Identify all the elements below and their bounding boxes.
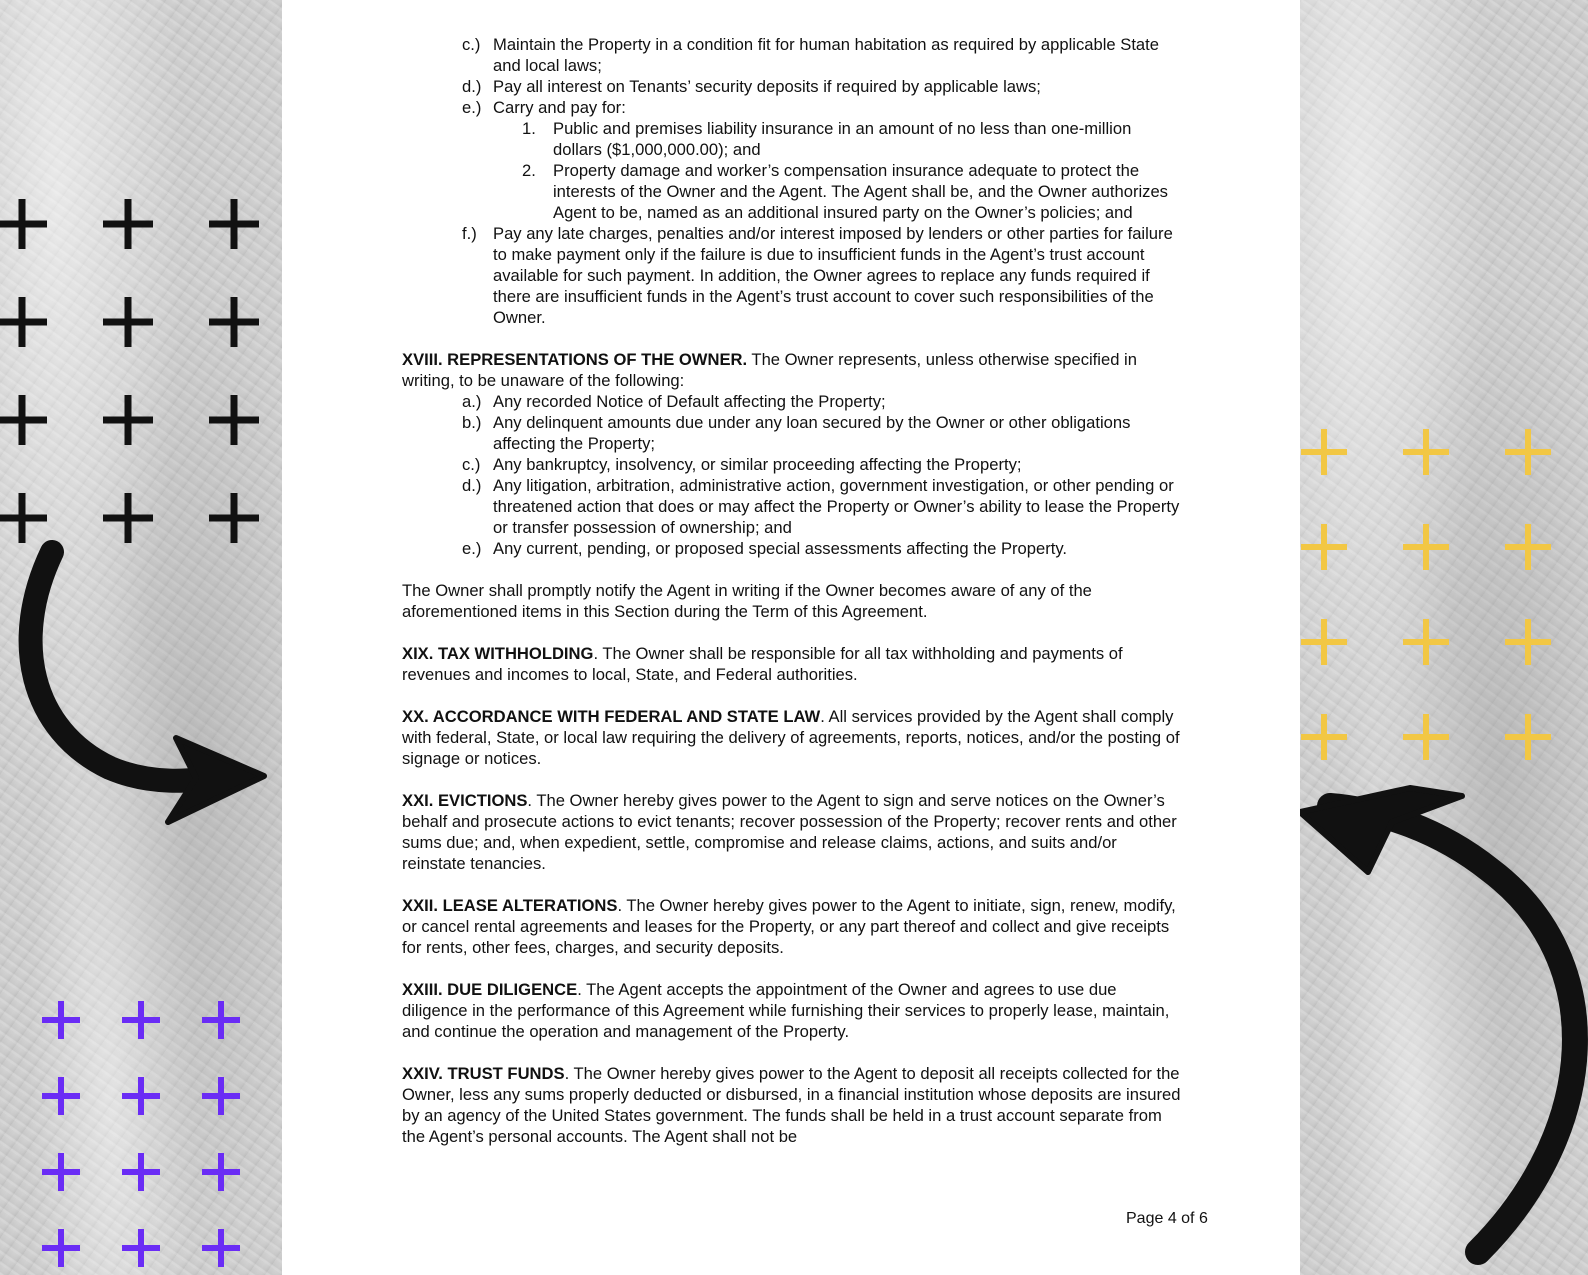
section-heading: XXIV. TRUST FUNDS (402, 1064, 565, 1083)
list-item (462, 412, 1182, 454)
section-heading: XX. ACCORDANCE WITH FEDERAL AND STATE LAW (402, 707, 821, 726)
section-xix (402, 643, 1182, 685)
list-item (462, 391, 1182, 412)
list-marker: d.) (462, 77, 482, 96)
list-marker: e.) (462, 539, 482, 558)
list-item-text: Any bankruptcy, insolvency, or similar proceeding affecting the Property; (493, 455, 1022, 474)
section-xviii (402, 349, 1182, 391)
section-heading: XXIII. DUE DILIGENCE (402, 980, 578, 999)
section-body: . The Owner hereby gives power to the Agent to initiate, sign, renew, modify, or cancel rental agreements and leases for the Property, or any part thereof and collect and give receipts for rents, other fees, charges, and security deposits. (402, 896, 1176, 957)
list-item (462, 97, 1182, 118)
list-item (462, 34, 1182, 76)
section-body: The Owner represents, unless otherwise specified in writing, to be unaware of the following: (402, 350, 1137, 390)
section-xxiii (402, 979, 1182, 1042)
list-item-text: Property damage and worker’s compensation insurance adequate to protect the interests of the Owner and the Agent. The Agent shall be, and the Owner authorizes Agent to be, named as an additional insured party on the Owner’s policies; and (553, 161, 1168, 222)
background-texture-left (0, 0, 282, 1275)
list-item (462, 475, 1182, 538)
list-item (462, 538, 1182, 559)
list-marker: d.) (462, 476, 482, 495)
section-body: . The Agent accepts the appointment of the Owner and agrees to use due diligence in the performance of this Agreement while furnishing their services to properly lease, maintain, and continue the operation and management of the Property. (402, 980, 1170, 1041)
list-marker: e.) (462, 98, 482, 117)
list-item-text: Any current, pending, or proposed special assessments affecting the Property. (493, 539, 1068, 558)
list-marker: c.) (462, 35, 481, 54)
list-item (462, 223, 1182, 328)
section-body: . The Owner hereby gives power to the Agent to deposit all receipts collected for the Owner, less any sums properly deducted or disbursed, in a financial institution whose deposits are insured by an agency of the United States government. The funds shall be held in a trust account separate from the Agent’s personal accounts. The Agent shall not be (402, 1064, 1181, 1146)
numbered-subitem (522, 160, 1182, 223)
document-page (282, 0, 1300, 1275)
section-xx (402, 706, 1182, 769)
page-number: Page 4 of 6 (1126, 1210, 1208, 1227)
list-marker: 2. (522, 161, 536, 180)
section-xxi (402, 790, 1182, 874)
section-body: . All services provided by the Agent shall comply with federal, State, or local law requiring the delivery of agreements, reports, notices, and/or the posting of signage or notices. (402, 707, 1180, 768)
section-xviii-closing: The Owner shall promptly notify the Agent in writing if the Owner becomes aware of any of the aforementioned items in this Section during the Term of this Agreement. (402, 581, 1092, 621)
list-marker: a.) (462, 392, 482, 411)
section-body: . The Owner shall be responsible for all tax withholding and payments of revenues and incomes to local, State, and Federal authorities. (402, 644, 1123, 684)
list-item-text: Any litigation, arbitration, administrative action, government investigation, or other pending or threatened action that does or may affect the Property or Owner’s ability to lease the Property or transfer possession of ownership; and (493, 476, 1180, 537)
list-marker: f.) (462, 224, 477, 243)
list-marker: b.) (462, 413, 482, 432)
list-item (462, 454, 1182, 475)
section-heading: XVIII. REPRESENTATIONS OF THE OWNER. (402, 350, 748, 369)
list-item-text: Any delinquent amounts due under any loan secured by the Owner or other obligations affecting the Property; (493, 413, 1131, 453)
list-item-text: Pay any late charges, penalties and/or interest imposed by lenders or other parties for failure to make payment only if the failure is due to insufficient funds in the Agent’s trust account available for such payment. In addition, the Owner agrees to replace any funds required if there are insufficient funds in the Agent’s trust account to cover such responsibilities of the Owner. (493, 224, 1173, 327)
list-item-text: Public and premises liability insurance in an amount of no less than one-million dollars ($1,000,000.00); and (553, 119, 1132, 159)
numbered-subitem (522, 118, 1182, 160)
document-body (402, 34, 1182, 1147)
list-item (462, 76, 1182, 97)
list-item-text: Any recorded Notice of Default affecting the Property; (493, 392, 886, 411)
list-marker: c.) (462, 455, 481, 474)
list-marker: 1. (522, 119, 536, 138)
section-body: . The Owner hereby gives power to the Agent to sign and serve notices on the Owner’s behalf and prosecute actions to evict tenants; recover possession of the Property; recover rents and other sums due; and, when expedient, settle, compromise and release claims, actions, and suits and/or reinstate tenancies. (402, 791, 1177, 873)
section-xxii (402, 895, 1182, 958)
list-item-text: Carry and pay for: (493, 98, 626, 117)
background-texture-right (1300, 0, 1588, 1275)
list-item-text: Pay all interest on Tenants’ security deposits if required by applicable laws; (493, 77, 1041, 96)
list-item-text: Maintain the Property in a condition fit for human habitation as required by applicable State and local laws; (493, 35, 1159, 75)
section-xxiv (402, 1063, 1182, 1147)
section-heading: XIX. TAX WITHHOLDING (402, 644, 594, 663)
section-heading: XXII. LEASE ALTERATIONS (402, 896, 618, 915)
section-heading: XXI. EVICTIONS (402, 791, 528, 810)
